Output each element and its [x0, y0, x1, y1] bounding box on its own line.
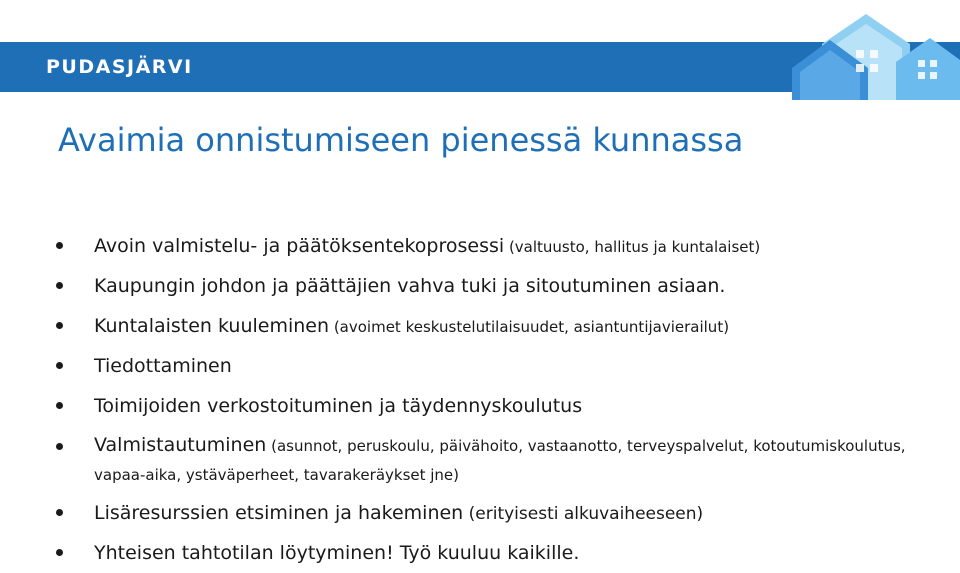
bullet-detail-text: (avoimet keskustelutilaisuudet, asiantuntijavierailut) [329, 318, 730, 336]
bullet-main-text: Valmistautuminen [94, 434, 267, 456]
bullet-item [56, 266, 946, 306]
bullet-list [56, 226, 946, 573]
bullet-dot [56, 443, 63, 450]
logo-text: PUDASJÄRVI [46, 56, 193, 78]
bullet-item [56, 533, 946, 573]
bullet-main-text: Toimijoiden verkostoituminen ja täydennyskoulutus [94, 395, 583, 417]
town-logo-icon [770, 10, 960, 100]
bullet-main-text: Avoin valmistelu- ja päätöksentekoprosessi [94, 235, 505, 257]
bullet-dot [56, 402, 63, 409]
bullet-dot [56, 509, 63, 516]
bullet-item [56, 493, 946, 533]
bullet-detail-text: (asunnot, peruskoulu, päivähoito, vastaanotto, terveyspalvelut, kotoutumiskoulutus, vapaa-aika, ystäväperheet, tavarakeräykset jne) [94, 437, 906, 484]
bullet-item [56, 226, 946, 266]
slide-title: Avaimia onnistumiseen pienessä kunnassa [58, 121, 744, 159]
bullet-dot [56, 322, 63, 329]
bullet-item [56, 346, 946, 386]
bullet-item [56, 306, 946, 346]
bullet-main-text: Kaupungin johdon ja päättäjien vahva tuki ja sitoutuminen asiaan. [94, 275, 726, 297]
bullet-main-text: Tiedottaminen [94, 355, 232, 377]
bullet-main-text: Kuntalaisten kuuleminen [94, 315, 330, 337]
bullet-dot [56, 282, 63, 289]
bullet-detail-text: (erityisesti alkuvaiheeseen) [463, 504, 704, 524]
bullet-detail-text: (valtuusto, hallitus ja kuntalaiset) [504, 238, 761, 256]
bullet-dot [56, 242, 63, 249]
bullet-item [56, 386, 946, 426]
bullet-main-text: Yhteisen tahtotilan löytyminen! Työ kuuluu kaikille. [94, 542, 580, 564]
bullet-main-text: Lisäresurssien etsiminen ja hakeminen [94, 502, 464, 524]
bullet-dot [56, 362, 63, 369]
bullet-item [56, 426, 946, 493]
